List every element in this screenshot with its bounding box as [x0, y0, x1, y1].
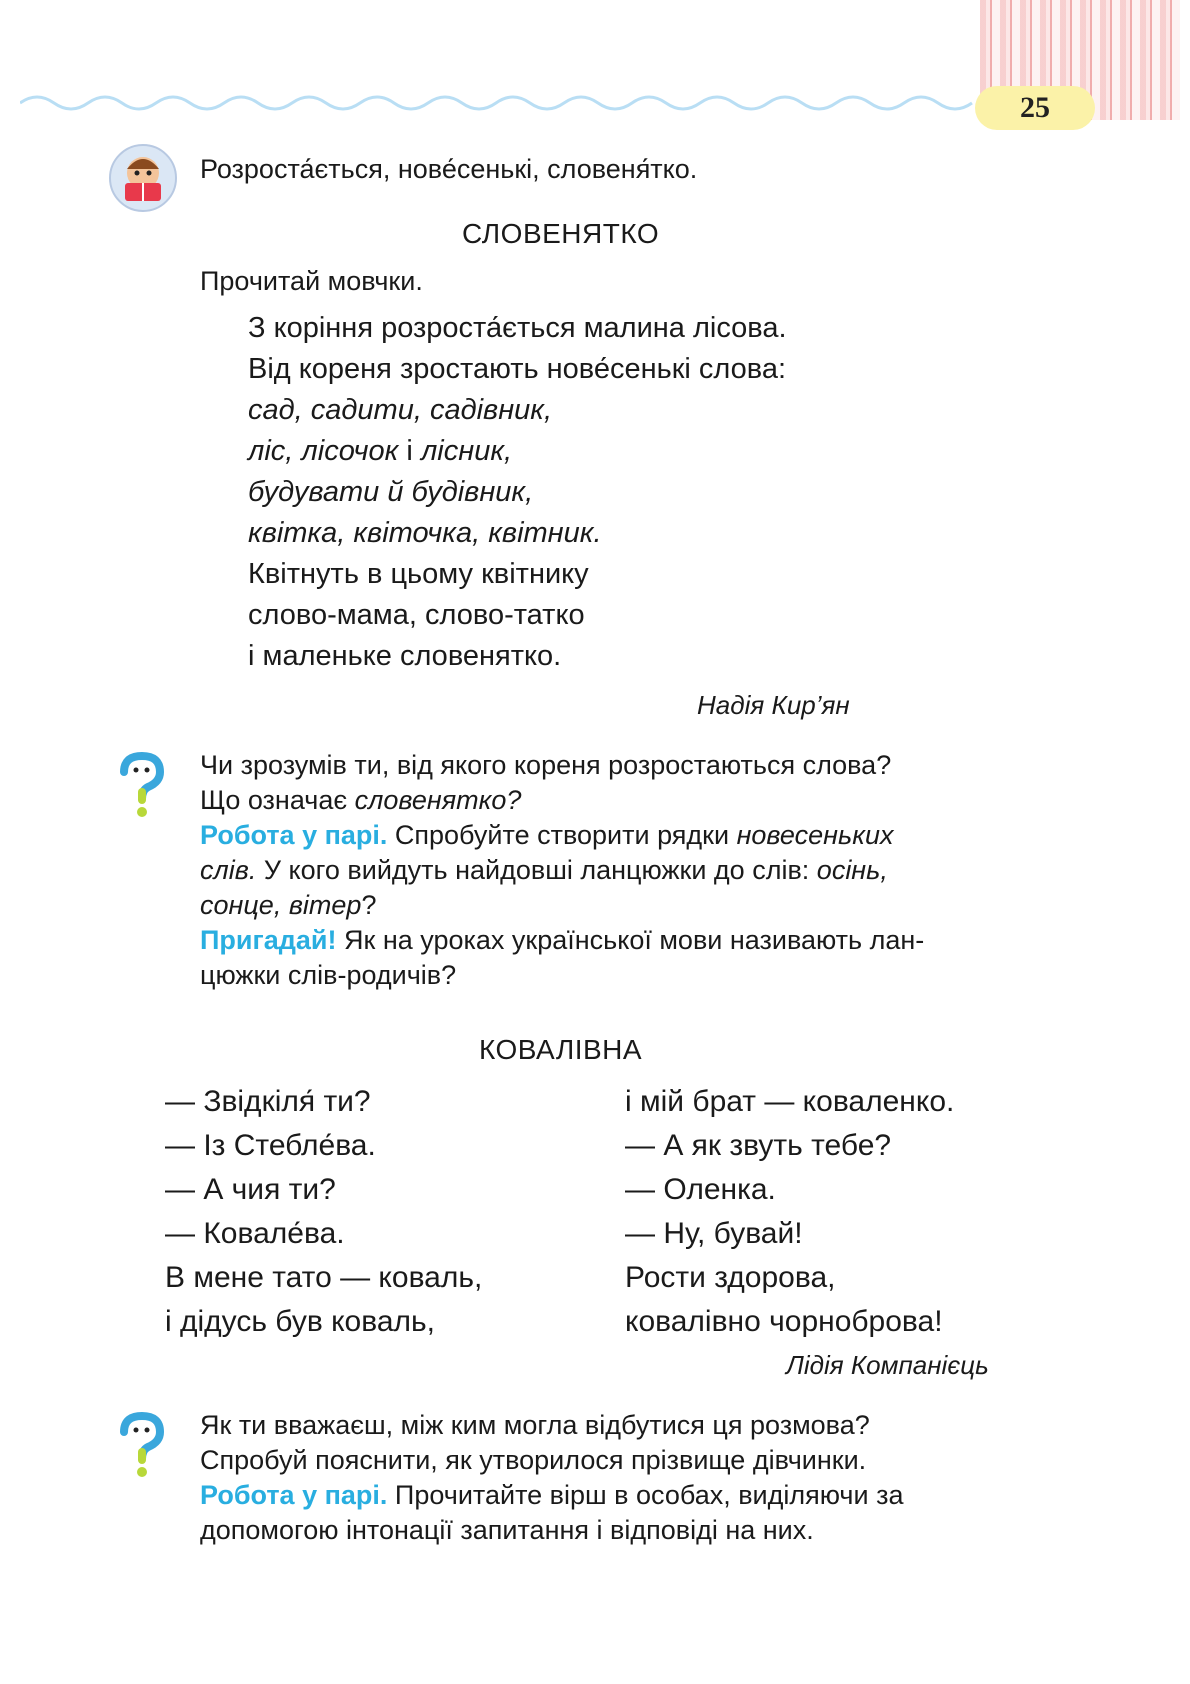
task2-question: Як ти вважаєш, між ким могла відбутися ця розмова? [200, 1410, 870, 1440]
poem1-author: Надія Кир’ян [697, 690, 850, 720]
task2-pair-work: допомогою інтонації запитання і відповіді на них. [200, 1515, 814, 1545]
pair-work-label: Робота у парі. [200, 1480, 388, 1510]
poem1-line: квітка, квіточка, квітник. [248, 517, 602, 549]
poem2-left-column [165, 1080, 482, 1344]
poem2-line: — Ну, бувай! [625, 1217, 803, 1250]
task1-block [200, 748, 1045, 993]
poem2-line: — Оленка. [625, 1173, 776, 1206]
pair-work-label: Робота у парі. [200, 820, 388, 850]
text-part: ? [361, 890, 377, 920]
poem1-instruction: Прочитай мовчки. [200, 266, 423, 296]
poem1-line: будувати й будівник, [248, 476, 534, 508]
task2-question: Спробуй пояснити, як утворилося прізвище дівчинки. [200, 1445, 867, 1475]
poem2-line: Рости здорова, [625, 1261, 836, 1294]
poem1-line-part: і [398, 435, 421, 467]
text-part: слів. [200, 855, 257, 885]
reading-child-icon [108, 143, 178, 213]
poem1-line: Від кореня зростають нове́сенькі слова: [248, 353, 787, 385]
task1-question [200, 783, 1045, 818]
task1-question: Чи зрозумів ти, від якого кореня розростаються слова? [200, 750, 892, 780]
poem1-line: Квітнуть в цьому квітнику [248, 558, 589, 590]
poem2-author: Лідія Компанієць [786, 1350, 989, 1380]
poem2-line: В мене тато — коваль, [165, 1261, 483, 1294]
remember-label: Пригадай! [200, 925, 337, 955]
task1-pair-work [200, 888, 1045, 923]
page-number: 25 [975, 86, 1095, 130]
poem1-line: слово-мама, слово-татко [248, 599, 585, 631]
poem1-line [248, 431, 787, 472]
poem2-line: ковалівно чорноброва! [625, 1305, 943, 1338]
task1-remember: цюжки слів-родичів? [200, 960, 457, 990]
task2-block [200, 1408, 903, 1548]
question-mark-icon [116, 1412, 166, 1478]
poem2-right-column [625, 1080, 954, 1344]
text-part: словенятко? [354, 785, 522, 815]
question-mark-icon [116, 752, 166, 818]
text-part: осінь, [816, 855, 888, 885]
poem1-line: сад, садити, садівник, [248, 394, 553, 426]
poem2-line: і дідусь був коваль, [165, 1305, 435, 1338]
task2-pair-work [200, 1478, 903, 1513]
poem2-line: — Із Стебле́ва. [165, 1129, 376, 1162]
text-part: Прочитайте вірш в особах, виділяючи за [387, 1480, 904, 1510]
text-part: Що означає [200, 785, 355, 815]
poem1-line-part: лісник, [420, 435, 513, 467]
poem1-line-part: ліс, лісочок [248, 435, 399, 467]
text-part: Спробуйте створити рядки [387, 820, 737, 850]
stressed-words-line: Розроста́ється, нове́сенькі, словеня́тко. [200, 154, 698, 184]
poem2-line: — А чия ти? [165, 1173, 336, 1206]
poem2-line: і мій брат — коваленко. [625, 1085, 955, 1118]
poem2-line: — А як звуть тебе? [625, 1129, 892, 1162]
poem2-line: — Звідкіля́ ти? [165, 1085, 371, 1118]
poem1-line: З коріння розроста́ється малина лісова. [248, 312, 787, 344]
poem2-line: — Ковале́ва. [165, 1217, 345, 1250]
task1-pair-work [200, 818, 1045, 853]
text-part: сонце, вітер [200, 890, 362, 920]
poem1-body [248, 308, 787, 677]
wave-ornament [20, 88, 980, 118]
poem1-line: і маленьке словенятко. [248, 640, 562, 672]
poem2-title: КОВАЛІВНА [479, 1034, 643, 1065]
text-part: новесеньких [736, 820, 894, 850]
text-part: Як на уроках української мови називають лан- [336, 925, 925, 955]
task1-remember [200, 923, 1045, 958]
poem1-title: СЛОВЕНЯТКО [462, 218, 660, 249]
task1-pair-work [200, 853, 1045, 888]
text-part: У кого вийдуть найдовші ланцюжки до слів: [256, 855, 817, 885]
